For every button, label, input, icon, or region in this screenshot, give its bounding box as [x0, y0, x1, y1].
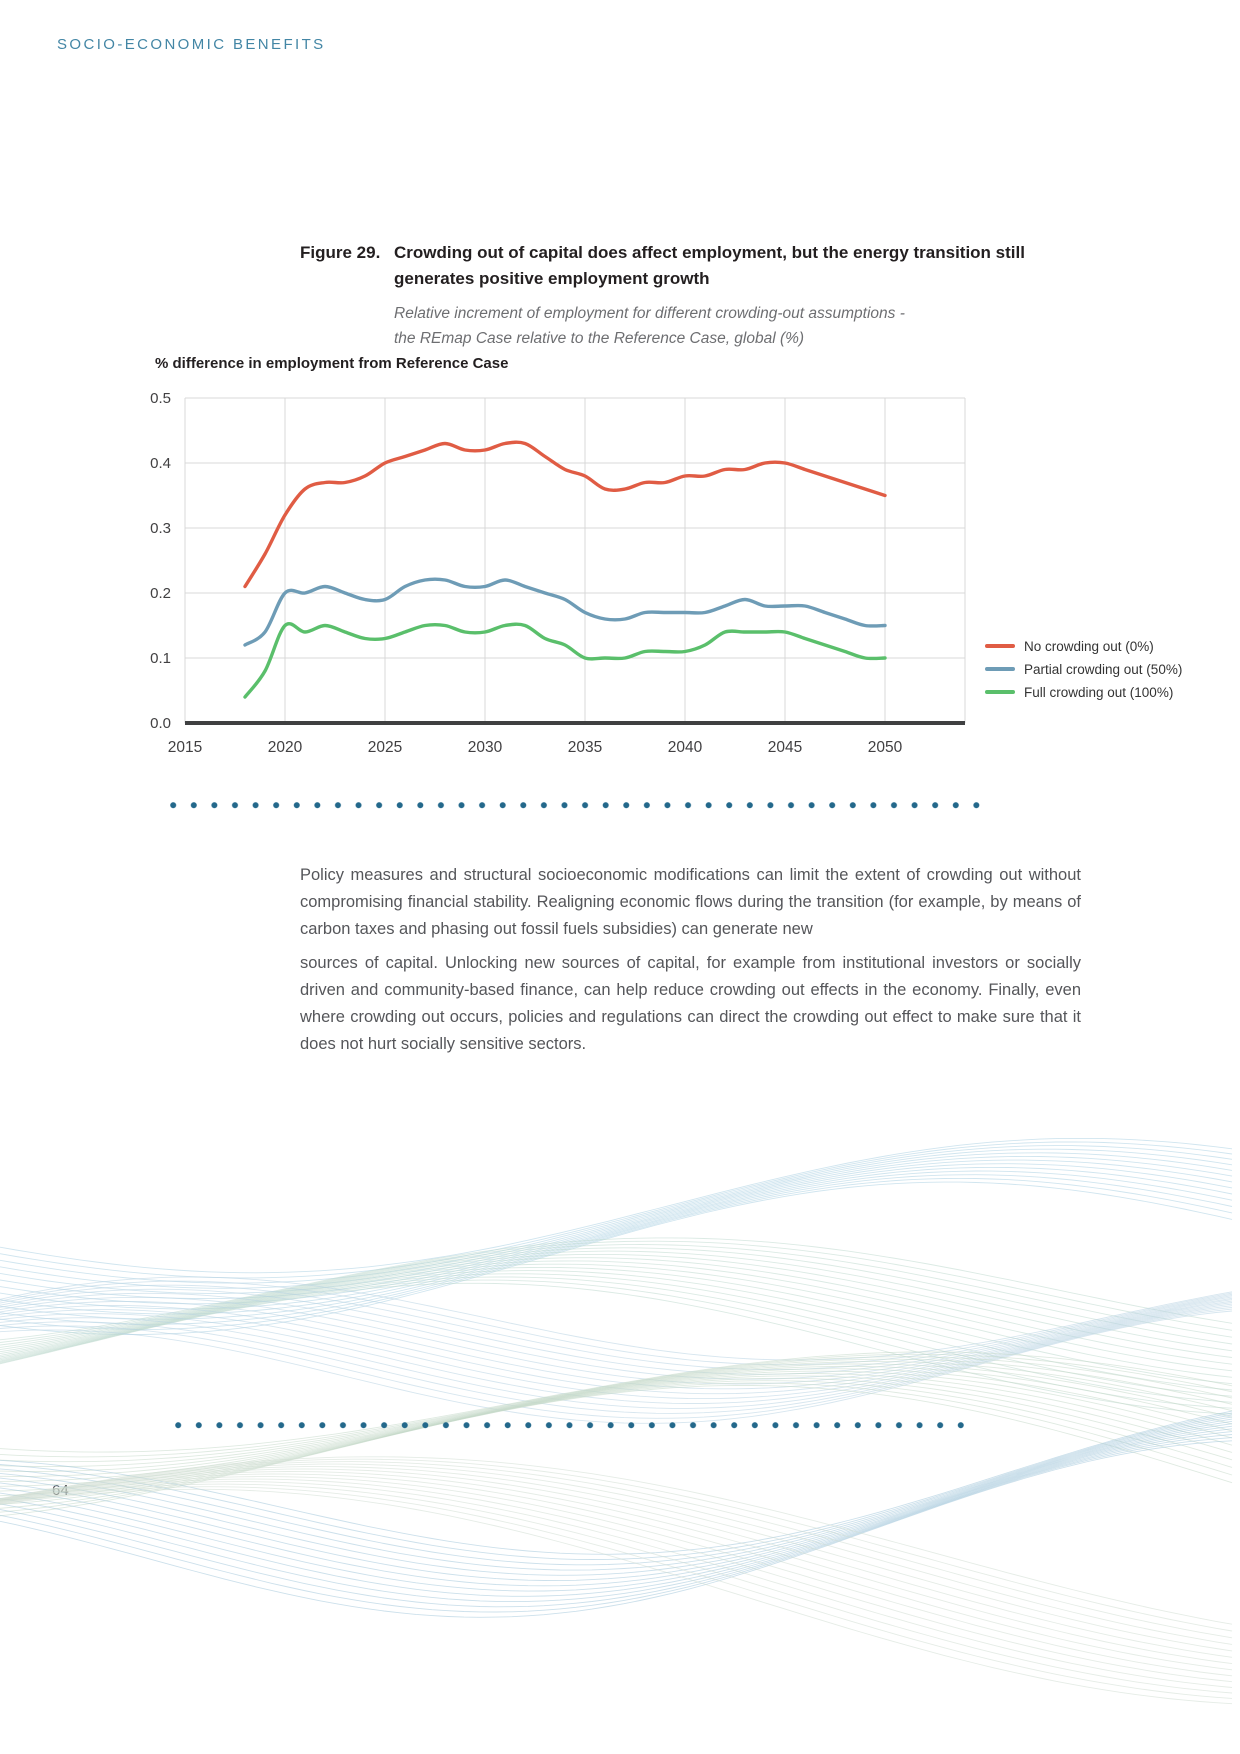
wave-line: [0, 1364, 1232, 1476]
legend-swatch-full-crowding-out: [985, 690, 1015, 694]
wave-line: [0, 1415, 1232, 1565]
figure-title-row: [300, 240, 1070, 291]
wave-line: [0, 1146, 1232, 1284]
wave-line: [0, 1472, 1232, 1664]
series-line-partial-crowding-out-50: [245, 579, 885, 645]
wave-line: [0, 1149, 1232, 1288]
wave-line: [0, 1293, 1232, 1379]
employment-line-chart: [130, 382, 980, 763]
wave-line: [0, 1267, 1232, 1383]
figure-title-line2: generates positive employment growth: [394, 268, 710, 288]
svg-text:2045: 2045: [767, 739, 803, 756]
figure-subtitle-line2: the REmap Case relative to the Reference Case, global (%): [394, 329, 805, 347]
legend-label-no-crowding-out: No crowding out (0%): [1024, 638, 1154, 654]
legend-label-full-crowding-out: Full crowding out (100%): [1024, 684, 1174, 700]
svg-text:0.0: 0.0: [150, 715, 171, 732]
wave-line: [0, 1376, 1232, 1500]
legend-item-no-crowding-out: [985, 639, 1182, 653]
legend-item-full-crowding-out: [985, 685, 1182, 699]
wave-line: [0, 1385, 1232, 1515]
legend-swatch-partial-crowding-out: [985, 667, 1015, 671]
wave-line: [0, 1484, 1232, 1693]
svg-text:0.4: 0.4: [150, 455, 171, 472]
legend-label-partial-crowding-out: Partial crowding out (50%): [1024, 661, 1183, 677]
figure-subtitle-line1: Relative increment of employment for different crowding-out assumptions -: [394, 305, 905, 322]
wave-line: [0, 1311, 1232, 1423]
figure-header: [300, 240, 1070, 352]
svg-text:2025: 2025: [367, 739, 403, 756]
wave-line: [0, 1419, 1232, 1575]
svg-text:2040: 2040: [667, 739, 703, 756]
decorative-wave-graphic: [0, 1095, 1240, 1735]
svg-text:0.3: 0.3: [150, 520, 171, 537]
svg-text:0.2: 0.2: [150, 585, 171, 602]
wave-line: [0, 1142, 1232, 1278]
section-header: SOCIO-ECONOMIC BENEFITS: [57, 36, 326, 53]
wave-line: [0, 1352, 1232, 1452]
chart-legend: [985, 639, 1182, 699]
wave-line: [0, 1429, 1232, 1597]
body-text: [300, 862, 1081, 1065]
figure-title-line1: Crowding out of capital does affect employment, but the energy transition still: [394, 243, 1025, 262]
wave-line: [0, 1469, 1232, 1657]
dotted-separator-top: [170, 802, 980, 809]
legend-item-partial-crowding-out: [985, 662, 1182, 676]
legend-swatch-no-crowding-out: [985, 644, 1015, 648]
wave-line: [0, 1489, 1232, 1703]
series-line-full-crowding-out-100: [245, 624, 885, 697]
svg-text:0.5: 0.5: [150, 390, 171, 407]
wave-line: [0, 1309, 1232, 1418]
dotted-separator-bottom: [175, 1422, 975, 1429]
wave-line: [0, 1477, 1232, 1676]
wave-line: [0, 1426, 1232, 1591]
series-line-no-crowding-out-0: [245, 442, 885, 586]
wave-line: [0, 1479, 1232, 1682]
figure-label: Figure 29.: [300, 243, 381, 262]
wave-line: [0, 1178, 1232, 1329]
wave-line: [0, 1167, 1232, 1314]
wave-line: [0, 1357, 1232, 1462]
svg-text:2015: 2015: [167, 739, 203, 756]
wave-line: [0, 1281, 1232, 1365]
svg-text:2035: 2035: [567, 739, 603, 756]
svg-text:0.1: 0.1: [150, 650, 171, 667]
svg-text:2030: 2030: [467, 739, 503, 756]
wave-line: [0, 1248, 1232, 1348]
figure-subtitle: [394, 302, 1070, 352]
wave-line: [0, 1462, 1232, 1638]
figure-title: [394, 240, 1025, 291]
wave-line: [0, 1138, 1232, 1272]
body-paragraph-2: sources of capital. Unlocking new sources of capital, for example from institutional investors or socially driven and community-based finance, can help reduce crowding out effects in the economy. Finally, even where crowding out occurs, policies and regulations can direct the crowding out effect to make sure that it does not hurt socially sensitive sectors.: [300, 954, 1081, 1054]
chart-axis-label: % difference in employment from Reference Case: [155, 355, 509, 372]
body-paragraph-1: Policy measures and structural socioeconomic modifications can limit the extent of crowding out without compromising financial stability. Realigning economic flows during the transition (for example, by means of carbon taxes and phasing out fossil fuels subsidies) can generate new: [300, 866, 1081, 939]
svg-text:2050: 2050: [867, 739, 903, 756]
svg-text:2020: 2020: [267, 739, 303, 756]
wave-line: [0, 1421, 1232, 1580]
wave-line: [0, 1474, 1232, 1670]
wave-line: [0, 1241, 1232, 1342]
page-number: 64: [52, 1482, 69, 1499]
